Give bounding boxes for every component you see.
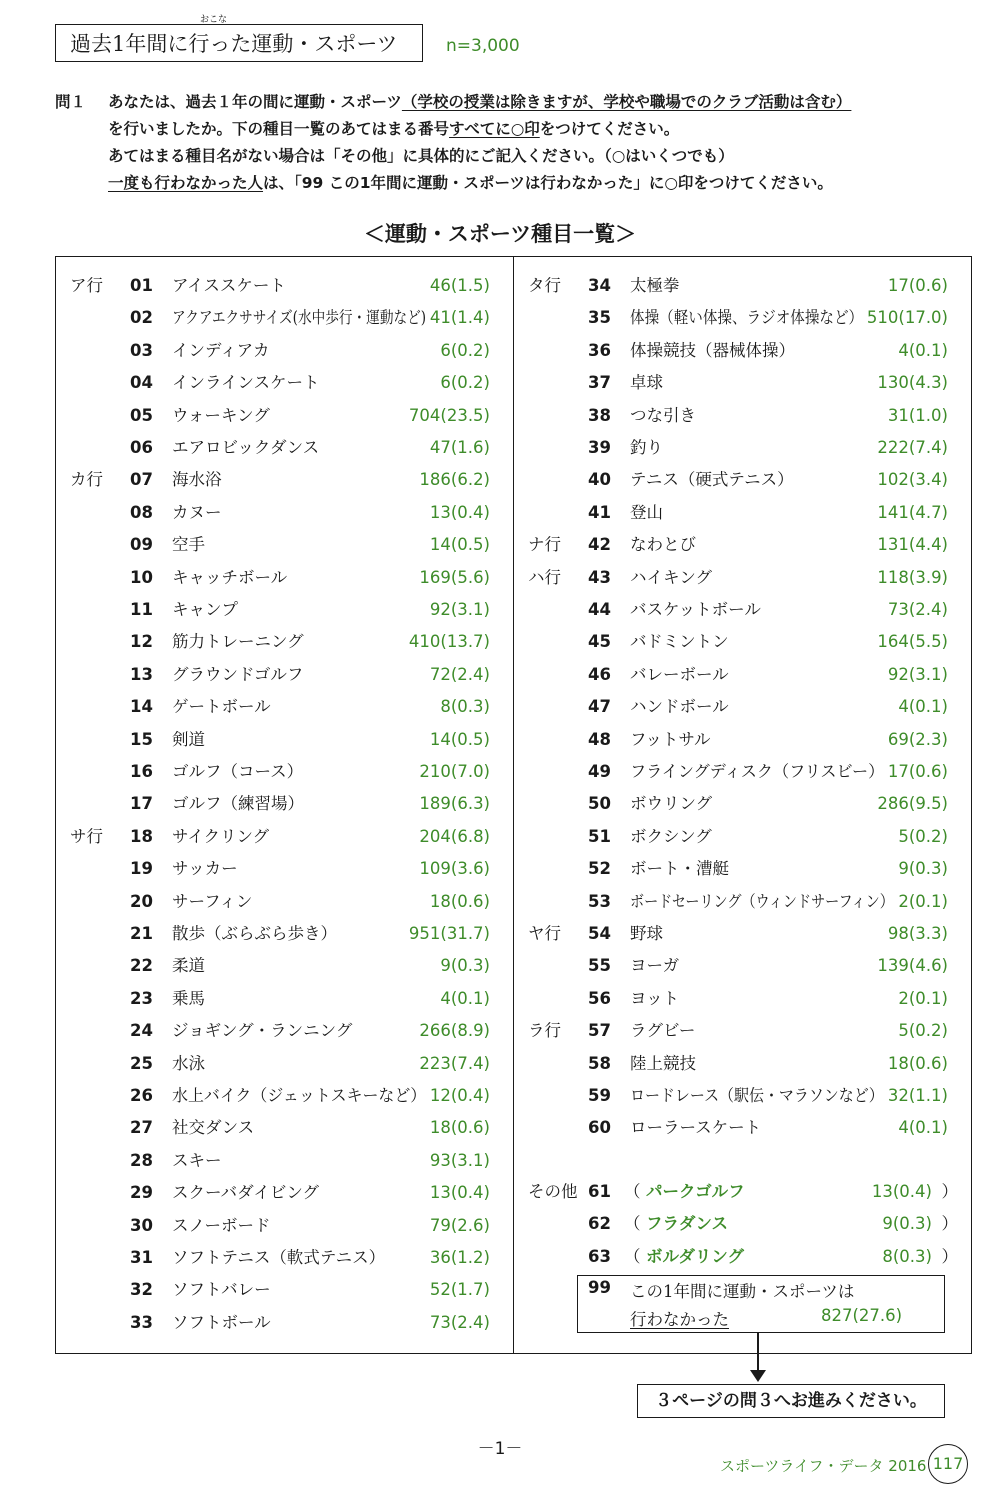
item-name: アクアエクササイズ(水中歩行・運動など) [172, 308, 427, 328]
title-text: 過去1年間に行った運動・スポーツ [70, 32, 398, 56]
item-name: ロードレース（駅伝・マラソンなど） [630, 1086, 884, 1105]
item-name: ハイキング [630, 567, 713, 587]
item-number: 36 [588, 340, 611, 360]
list-item[interactable] [70, 497, 500, 529]
list-item[interactable] [70, 724, 500, 756]
item-name: カヌー [172, 502, 222, 522]
item-value: 164(5.5) [877, 632, 948, 652]
item-number: 39 [588, 438, 611, 457]
item-value: 4(0.1) [440, 988, 490, 1008]
question-line-1 [108, 90, 851, 112]
list-item[interactable] [528, 788, 958, 820]
list-item[interactable] [70, 270, 500, 302]
item-value: 18(0.6) [429, 1118, 490, 1138]
list-item[interactable] [528, 724, 958, 756]
list-item[interactable] [70, 691, 500, 723]
list-item[interactable] [70, 1080, 500, 1112]
item-value: 286(9.5) [877, 794, 948, 814]
item-name: ヨーガ [630, 956, 680, 976]
list-item[interactable] [528, 659, 958, 691]
item-name: ボート・漕艇 [630, 859, 729, 879]
item-value: 186(6.2) [419, 470, 490, 490]
item-value: 98(3.3) [887, 924, 948, 943]
item-value: 4(0.1) [898, 1118, 948, 1138]
item-name: 登山 [630, 502, 663, 522]
item-number: 05 [130, 405, 153, 425]
item-number: 47 [588, 697, 611, 717]
item-name: 筋力トレーニング [172, 632, 304, 652]
item-value: 510(17.0) [866, 308, 948, 328]
list-item[interactable] [70, 918, 500, 950]
item-number: 62 [588, 1214, 611, 1234]
item-value: 2(0.1) [898, 891, 948, 911]
survey-title [55, 24, 423, 62]
item-value: 32(1.1) [887, 1086, 948, 1105]
item-name: 散歩（ぶらぶら歩き） [172, 924, 337, 943]
item-name: サイクリング [172, 826, 270, 846]
question-line-2 [108, 117, 679, 139]
item-number: 54 [588, 924, 611, 943]
item-name: スクーバダイビング [172, 1183, 320, 1203]
list-item[interactable] [70, 335, 500, 367]
group-label: ラ行 [528, 1021, 561, 1041]
item-value: 410(13.7) [408, 632, 490, 652]
item-name: キャッチボール [172, 567, 288, 587]
item-value: 109(3.6) [419, 859, 490, 879]
question-text: は、「99 この1年間に運動・スポーツは行わなかった」に○印をつけてください。 [263, 174, 833, 192]
item-number: 42 [588, 535, 611, 555]
item-value: 141(4.7) [877, 502, 948, 522]
item-value: 4(0.1) [898, 340, 948, 360]
item-name: フットサル [630, 729, 711, 749]
item-value: 8(0.3) [440, 697, 490, 717]
item-name: ソフトボール [172, 1312, 271, 1332]
item-name: 野球 [630, 924, 663, 943]
list-item[interactable] [528, 950, 958, 982]
item-value: 704(23.5) [408, 405, 490, 425]
item-number: 46 [588, 664, 611, 684]
item-name: ローラースケート [630, 1118, 762, 1138]
item-number: 51 [588, 826, 611, 846]
item-number: 10 [130, 567, 153, 587]
item-name: 水上バイク（ジェットスキーなど） [172, 1086, 427, 1105]
item-name: つな引き [630, 405, 696, 425]
item-value: 92(3.1) [429, 600, 490, 619]
list-item[interactable] [70, 821, 500, 853]
list-item[interactable] [528, 983, 958, 1015]
item-name: ボウリング [630, 794, 713, 814]
publication-name: スポーツライフ・データ 2016 [720, 1457, 927, 1475]
item-value: 18(0.6) [429, 891, 490, 911]
item-number: 16 [130, 762, 153, 781]
item-number: 04 [130, 373, 153, 393]
list-item[interactable] [70, 788, 500, 820]
item-name: ゲートボール [172, 697, 271, 717]
item-number: 33 [130, 1312, 153, 1332]
item-name: バドミントン [630, 632, 729, 652]
item-value: 6(0.2) [440, 340, 490, 360]
item-name: 陸上競技 [630, 1053, 696, 1073]
question-line-3: あてはまる種目名がない場合は「その他」に具体的にご記入ください。（○はいくつでも） [108, 147, 734, 165]
item-number: 58 [588, 1053, 611, 1073]
paren-open: （ [624, 1182, 641, 1201]
list-item[interactable] [528, 853, 958, 885]
group-label: ア行 [70, 276, 103, 295]
list-item[interactable] [528, 497, 958, 529]
item-number: 15 [130, 729, 153, 749]
column-divider [513, 256, 514, 1354]
item-name: スノーボード [172, 1215, 271, 1235]
item-number: 41 [588, 502, 611, 522]
item-number: 32 [130, 1280, 153, 1300]
list-item[interactable] [70, 1242, 500, 1274]
item-value: 18(0.6) [887, 1053, 948, 1073]
list-item[interactable] [70, 626, 500, 658]
list-item[interactable] [70, 886, 500, 918]
item-value: 73(2.4) [429, 1312, 490, 1332]
list-item[interactable] [528, 691, 958, 723]
list-item[interactable] [528, 367, 958, 399]
list-item[interactable] [528, 562, 958, 594]
item-name: エアロビックダンス [172, 438, 320, 457]
paren-close: ） [941, 1246, 958, 1266]
item-number: 53 [588, 891, 611, 911]
item-number: 01 [130, 276, 153, 295]
group-label: その他 [528, 1182, 578, 1201]
item-name: ボードセーリング（ウィンドサーフィン） [630, 891, 894, 911]
list-item[interactable] [70, 1177, 500, 1209]
item-name: 釣り [630, 438, 663, 457]
arrow-down-icon [750, 1370, 766, 1382]
item-name: 柔道 [172, 956, 205, 976]
list-item[interactable] [528, 400, 958, 432]
list-item[interactable] [70, 1145, 500, 1177]
item-number: 60 [588, 1118, 611, 1138]
left-column [70, 270, 500, 1340]
item-number: 55 [588, 956, 611, 976]
item-number: 22 [130, 956, 153, 976]
list-item[interactable] [528, 918, 958, 950]
paren-close: ） [941, 1182, 958, 1201]
list-item[interactable] [70, 594, 500, 626]
item-number: 14 [130, 697, 153, 717]
list-item[interactable] [528, 1176, 958, 1208]
item-number: 29 [130, 1183, 153, 1203]
item-number: 35 [588, 308, 611, 328]
list-item[interactable] [528, 821, 958, 853]
item-name: 乗馬 [172, 988, 205, 1008]
list-item[interactable] [528, 1208, 958, 1240]
list-item[interactable] [528, 594, 958, 626]
question-number: 問１ [55, 93, 87, 111]
item-value: 9(0.3) [882, 1214, 932, 1234]
item-value: 46(1.5) [429, 276, 490, 295]
sample-size: n=3,000 [446, 36, 520, 56]
list-item[interactable] [70, 1210, 500, 1242]
item-number: 06 [130, 438, 153, 457]
item-name: ゴルフ（練習場） [172, 794, 304, 814]
list-item[interactable] [528, 335, 958, 367]
list-item[interactable] [70, 756, 500, 788]
list-item[interactable] [528, 1080, 958, 1112]
question-note: （学校の授業は除きますが、学校や職場でのクラブ活動は含む） [401, 93, 852, 111]
list-item[interactable] [528, 270, 958, 302]
list-item[interactable] [70, 659, 500, 691]
list-item[interactable] [70, 1112, 500, 1144]
item-value: 189(6.3) [419, 794, 490, 814]
list-item[interactable] [528, 302, 958, 334]
item-name: インディアカ [172, 340, 270, 360]
item-value: 92(3.1) [887, 664, 948, 684]
list-item[interactable] [528, 464, 958, 496]
item-name: ボルダリング [646, 1246, 745, 1266]
item-value: 14(0.5) [429, 729, 490, 749]
item-value: 204(6.8) [419, 826, 490, 846]
group-label: カ行 [70, 470, 103, 490]
option-number: 99 [588, 1278, 611, 1297]
option-text: 行わなかった [630, 1310, 729, 1329]
item-number: 61 [588, 1182, 611, 1201]
item-value: 223(7.4) [419, 1053, 490, 1073]
list-item[interactable] [70, 983, 500, 1015]
item-number: 27 [130, 1118, 153, 1138]
list-item[interactable] [70, 464, 500, 496]
list-item[interactable] [528, 1015, 958, 1047]
item-name: ジョギング・ランニング [172, 1021, 353, 1041]
item-value: 8(0.3) [882, 1246, 932, 1266]
item-number: 40 [588, 470, 611, 490]
item-value: 9(0.3) [440, 956, 490, 976]
no-sports-option[interactable] [577, 1275, 945, 1333]
item-value: 12(0.4) [429, 1086, 490, 1105]
item-name: ハンドボール [630, 697, 729, 717]
list-item[interactable] [70, 1015, 500, 1047]
item-value: 13(0.4) [871, 1182, 932, 1201]
item-number: 11 [130, 600, 153, 619]
item-number: 49 [588, 762, 611, 781]
item-name: 水泳 [172, 1053, 205, 1073]
footer-page-number: 117 [928, 1444, 968, 1484]
item-value: 5(0.2) [898, 1021, 948, 1041]
group-label: サ行 [70, 826, 103, 846]
item-number: 25 [130, 1053, 153, 1073]
item-number: 13 [130, 664, 153, 684]
item-name: スキー [172, 1150, 222, 1170]
item-number: 48 [588, 729, 611, 749]
item-number: 44 [588, 600, 611, 619]
item-value: 14(0.5) [429, 535, 490, 555]
item-value: 52(1.7) [429, 1280, 490, 1300]
option-value: 827(27.6) [821, 1306, 903, 1325]
item-value: 102(3.4) [877, 470, 948, 490]
item-name: バレーボール [630, 664, 729, 684]
list-item[interactable] [70, 432, 500, 464]
item-number: 63 [588, 1246, 611, 1266]
item-name: フライングディスク（フリスビー） [630, 762, 885, 781]
item-number: 59 [588, 1086, 611, 1105]
list-item[interactable] [528, 626, 958, 658]
item-value: 131(4.4) [877, 535, 948, 555]
item-number: 52 [588, 859, 611, 879]
list-item[interactable] [528, 756, 958, 788]
item-number: 45 [588, 632, 611, 652]
item-name: なわとび [630, 535, 696, 555]
arrow-line [757, 1333, 759, 1373]
item-number: 09 [130, 535, 153, 555]
other-items [528, 1176, 958, 1276]
item-number: 50 [588, 794, 611, 814]
item-name: パークゴルフ [646, 1182, 745, 1201]
option-text: この1年間に運動・スポーツは [630, 1282, 855, 1301]
group-label: タ行 [528, 276, 561, 295]
question-text: を行いましたか。下の種目一覧のあてはまる番号 [108, 120, 450, 138]
list-title: ＜運動・スポーツ種目一覧＞ [363, 222, 637, 246]
list-item[interactable] [70, 302, 500, 334]
question-emphasis: すべてに○印 [449, 120, 540, 138]
list-item[interactable] [70, 562, 500, 594]
item-number: 37 [588, 373, 611, 393]
item-value: 5(0.2) [898, 826, 948, 846]
item-name: テニス（硬式テニス） [630, 470, 794, 490]
item-name: アイススケート [172, 276, 286, 295]
item-name: ラグビー [630, 1021, 696, 1041]
item-name: ゴルフ（コース） [172, 762, 304, 781]
next-instruction: ３ページの問３へお進みください。 [637, 1384, 945, 1418]
item-number: 34 [588, 276, 611, 295]
item-value: 9(0.3) [898, 859, 948, 879]
item-value: 13(0.4) [429, 502, 490, 522]
paren-open: （ [624, 1214, 641, 1234]
item-value: 118(3.9) [877, 567, 948, 587]
question-text: をつけてください。 [539, 120, 680, 138]
list-item[interactable] [70, 1307, 500, 1339]
item-name: キャンプ [172, 600, 238, 619]
item-name: バスケットボール [630, 600, 761, 619]
list-item[interactable] [70, 853, 500, 885]
item-value: 169(5.6) [419, 567, 490, 587]
item-number: 20 [130, 891, 153, 911]
item-name: インラインスケート [172, 373, 320, 393]
item-name: サーフィン [172, 891, 253, 911]
item-number: 18 [130, 826, 153, 846]
item-number: 24 [130, 1021, 153, 1041]
item-number: 57 [588, 1021, 611, 1041]
item-name: ウォーキング [172, 405, 270, 425]
item-name: 社交ダンス [172, 1118, 255, 1138]
item-number: 21 [130, 924, 153, 943]
item-number: 02 [130, 308, 153, 328]
paren-close: ） [941, 1214, 958, 1234]
item-value: 17(0.6) [887, 276, 948, 295]
item-value: 210(7.0) [419, 762, 490, 781]
item-name: サッカー [172, 859, 238, 879]
item-value: 41(1.4) [429, 308, 490, 328]
item-number: 08 [130, 502, 153, 522]
item-number: 12 [130, 632, 153, 652]
item-number: 03 [130, 340, 153, 360]
item-number: 26 [130, 1086, 153, 1105]
item-number: 56 [588, 988, 611, 1008]
item-number: 19 [130, 859, 153, 879]
item-value: 139(4.6) [877, 956, 948, 976]
item-number: 43 [588, 567, 611, 587]
item-value: 130(4.3) [877, 373, 948, 393]
list-item[interactable] [70, 400, 500, 432]
group-label: ハ行 [528, 567, 561, 587]
item-name: 太極拳 [630, 276, 680, 295]
item-number: 07 [130, 470, 153, 490]
question-line-4 [108, 171, 833, 193]
list-item[interactable] [528, 1112, 958, 1144]
list-item[interactable] [70, 367, 500, 399]
item-value: 79(2.6) [429, 1215, 490, 1235]
item-value: 47(1.6) [429, 438, 490, 457]
item-number: 30 [130, 1215, 153, 1235]
list-item[interactable] [70, 950, 500, 982]
item-name: ボクシング [630, 826, 712, 846]
list-item[interactable] [70, 1048, 500, 1080]
item-name: ヨット [630, 988, 680, 1008]
item-name: ソフトテニス（軟式テニス） [172, 1248, 386, 1267]
item-name: ソフトバレー [172, 1280, 271, 1300]
item-value: 69(2.3) [887, 729, 948, 749]
group-label: ヤ行 [528, 924, 561, 943]
list-item[interactable] [70, 529, 500, 561]
item-value: 73(2.4) [887, 600, 948, 619]
item-name: 剣道 [172, 729, 205, 749]
item-value: 93(3.1) [429, 1150, 490, 1170]
item-value: 222(7.4) [877, 438, 948, 457]
item-value: 31(1.0) [887, 405, 948, 425]
item-value: 266(8.9) [419, 1021, 490, 1041]
list-item[interactable] [70, 1274, 500, 1306]
item-number: 38 [588, 405, 611, 425]
item-number: 28 [130, 1150, 153, 1170]
item-value: 13(0.4) [429, 1183, 490, 1203]
item-value: 951(31.7) [408, 924, 490, 943]
item-name: 海水浴 [172, 470, 222, 490]
item-name: グラウンドゴルフ [172, 664, 304, 684]
item-value: 17(0.6) [887, 762, 948, 781]
item-name: 空手 [172, 535, 205, 555]
item-number: 17 [130, 794, 153, 814]
question-text: あなたは、過去１年の間に運動・スポーツ [108, 93, 402, 111]
item-name: 卓球 [630, 373, 663, 393]
item-name: フラダンス [646, 1214, 729, 1234]
item-number: 31 [130, 1248, 153, 1267]
list-item[interactable] [528, 886, 958, 918]
list-item[interactable] [528, 529, 958, 561]
item-value: 6(0.2) [440, 373, 490, 393]
item-value: 4(0.1) [898, 697, 948, 717]
title-ruby: おこな [200, 15, 228, 25]
item-value: 36(1.2) [429, 1248, 490, 1267]
list-item[interactable] [528, 432, 958, 464]
item-value: 72(2.4) [429, 664, 490, 684]
paren-open: （ [624, 1246, 641, 1266]
item-name: 体操（軽い体操、ラジオ体操など） [630, 308, 864, 328]
item-number: 23 [130, 988, 153, 1008]
page-number: －1－ [477, 1439, 523, 1459]
group-label: ナ行 [528, 535, 561, 555]
item-value: 2(0.1) [898, 988, 948, 1008]
item-name: 体操競技（器械体操） [630, 340, 795, 360]
list-item[interactable] [528, 1048, 958, 1080]
list-item[interactable] [528, 1241, 958, 1273]
question-emphasis: 一度も行わなかった人 [108, 174, 264, 192]
